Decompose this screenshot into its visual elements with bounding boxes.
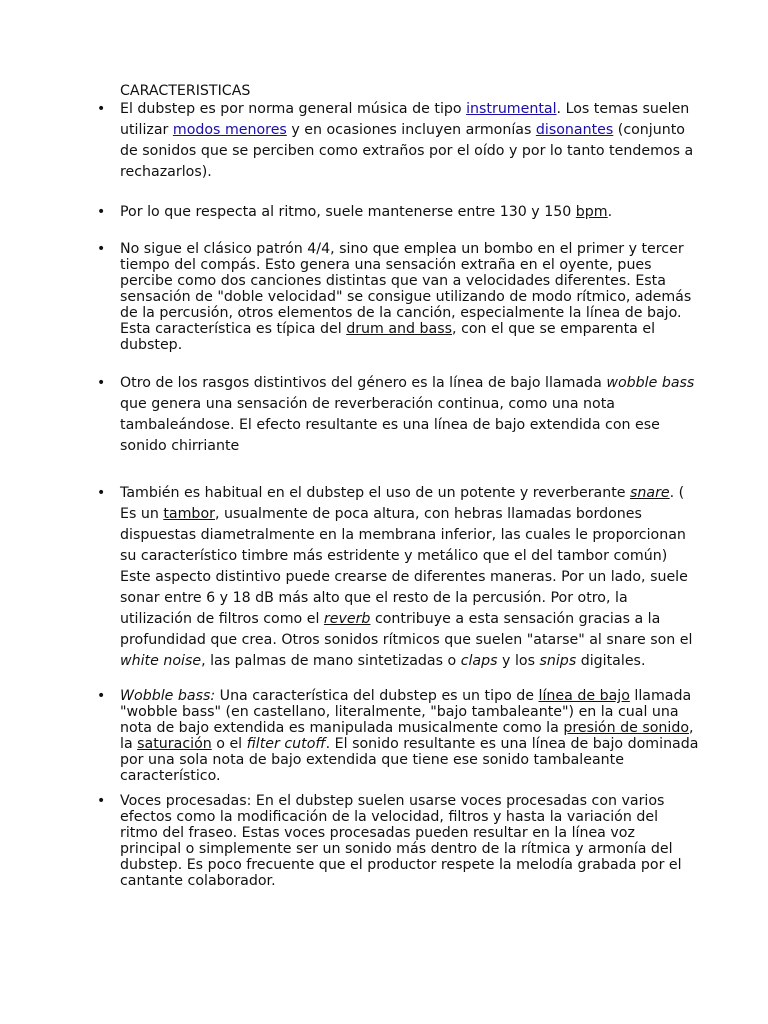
italic-term: snare: [630, 485, 670, 501]
text: También es habitual en el dubstep el uso de un potente y reverberante: [120, 485, 631, 501]
text: No sigue el clásico patrón 4/4, sino que emplea un bombo en el primer y tercer tiempo del compás. Esto genera una sensación extraña en el oyente, pues percibe como dos canciones distintas que van a velocidades diferentes. Esta sensación de "doble velocidad" se consigue utilizando de modo rítmico, además de la percusión, otros elementos de la canción, especialmente la línea de bajo. Esta característica es típica del: [120, 241, 692, 337]
text: y los: [497, 653, 540, 669]
bullet-icon: •: [97, 101, 106, 117]
bullet-icon: •: [97, 485, 106, 501]
italic-term: wobble bass: [606, 375, 695, 391]
text: Por lo que respecta al ritmo, suele mantenerse entre 130 y 150: [120, 204, 576, 220]
text: o el: [211, 736, 247, 752]
link-drum-and-bass[interactable]: drum and bass: [346, 321, 453, 337]
link-presion-de-sonido[interactable]: presión de sonido: [563, 720, 690, 736]
list-item-voces: [97, 793, 700, 889]
text: Voces procesadas: En el dubstep suelen usarse voces procesadas con varios efectos como la modificación de la velocidad, filtros y hasta la variación del ritmo del fraseo. Estas voces procesadas pueden resultar en la línea voz principal o simplemente ser un sonido más dentro de la rítmica y armonía del dubstep. Es poco frecuente que el productor respete la melodía grabada por el cantante colaborador.: [120, 793, 682, 889]
link-saturacion[interactable]: saturación: [137, 736, 212, 752]
text: . ( Es un: [120, 485, 685, 522]
italic-term: Wobble bass:: [120, 688, 216, 704]
text: , usualmente de poca altura, con hebras llamadas bordones dispuestas diametralmente en la membrana inferior, las cuales le proporcionan su característico timbre más estridente y metálico que el del tambor común) Este aspecto distintivo puede crearse de diferentes maneras. Por un lado, suele sonar entre 6 y 18 dB más alto que el resto de la percusión. Por otro, la utilización de filtros como el: [120, 506, 688, 627]
text: contribuye a esta sensación gracias a la profundidad que crea. Otros sonidos rítmicos que suelen "atarse" al snare son el: [120, 611, 693, 648]
text: Una característica del dubstep es un tipo de: [215, 688, 539, 704]
bullet-icon: •: [97, 241, 106, 257]
italic-term: white noise: [120, 653, 202, 669]
text: Otro de los rasgos distintivos del género es la línea de bajo llamada: [120, 375, 607, 391]
list-item-instrumental: [97, 99, 700, 183]
italic-term: snips: [539, 653, 577, 669]
bullet-icon: •: [97, 375, 106, 391]
text: digitales.: [576, 653, 646, 669]
text: El dubstep es por norma general música de tipo: [120, 101, 467, 117]
bullet-icon: •: [97, 793, 106, 809]
italic-term: reverb: [323, 611, 371, 627]
text: , las palmas de mano sintetizadas o: [201, 653, 461, 669]
text: y en ocasiones incluyen armonías: [286, 122, 536, 138]
text: . El sonido resultante es una línea de bajo dominada por una sola nota de bajo extendida que tiene ese sonido tambaleante característico.: [120, 736, 699, 784]
italic-term: filter cutoff: [246, 736, 326, 752]
bullet-icon: •: [97, 688, 106, 704]
bullet-icon: •: [97, 204, 106, 220]
link-reverb[interactable]: [324, 611, 371, 627]
italic-term: claps: [460, 653, 498, 669]
text: .: [607, 204, 613, 220]
text: que genera una sensación de reverberación continua, como una nota tambaleándose. El efecto resultante es una línea de bajo extendida con ese sonido chirriante: [120, 396, 660, 454]
text: . Los temas suelen utilizar: [120, 101, 690, 138]
link-instrumental[interactable]: instrumental: [466, 101, 557, 117]
list-item-ritmo: [97, 202, 700, 223]
list-item-wobble: [97, 373, 700, 457]
list-item-patron: [97, 241, 700, 353]
link-disonantes[interactable]: disonantes: [535, 122, 614, 138]
link-snare[interactable]: [630, 485, 670, 501]
section-heading: CARACTERISTICAS: [120, 83, 251, 99]
text: llamada "wobble bass" (en castellano, literalmente, "bajo tambaleante") en la cual una nota de bajo extendida es manipulada musicalmente como la: [120, 688, 692, 736]
link-tambor[interactable]: tambor: [163, 506, 215, 522]
text: , la: [120, 720, 694, 752]
list-item-wobble-bass: [97, 688, 700, 784]
link-linea-de-bajo[interactable]: línea de bajo: [538, 688, 630, 704]
text: (conjunto de sonidos que se perciben como extraños por el oído y por lo tanto tendemos a rechazarlos).: [120, 122, 694, 180]
link-bpm[interactable]: bpm: [575, 204, 608, 220]
link-modos-menores[interactable]: modos menores: [172, 122, 287, 138]
text: , con el que se emparenta el dubstep.: [120, 321, 656, 353]
list-item-snare: [97, 483, 700, 672]
